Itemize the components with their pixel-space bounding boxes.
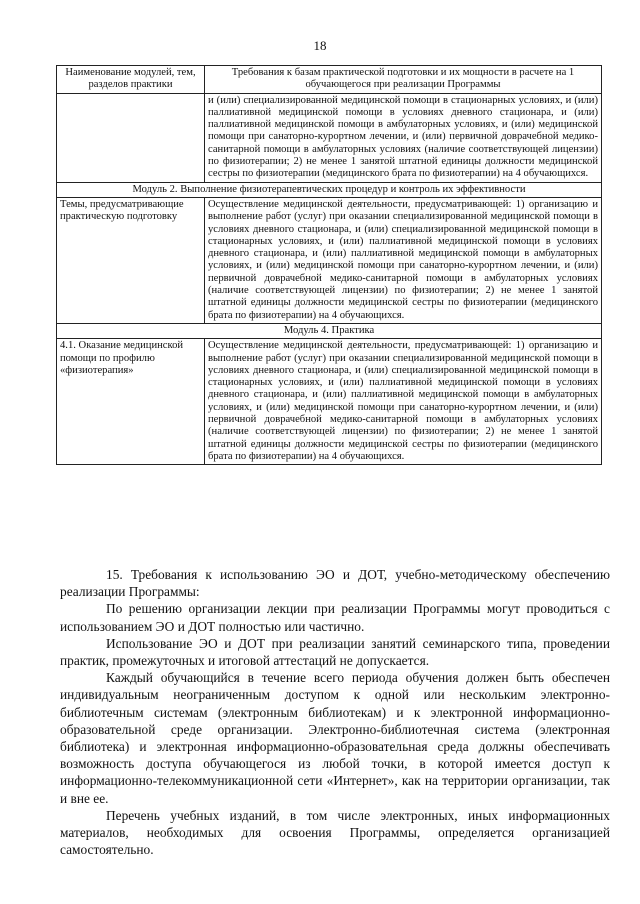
module4-row (57, 323, 602, 338)
module4-title: Модуль 4. Практика (57, 323, 602, 338)
table-header-row (57, 66, 602, 94)
requirements-table (56, 65, 602, 465)
header-col-modules: Наименование модулей, тем, разделов практики (57, 66, 205, 94)
module2-row (57, 182, 602, 197)
row1-col1 (57, 93, 205, 182)
paragraph-restrictions: Использование ЭО и ДОТ при реализации занятий семинарского типа, проведении практик, промежуточных и итоговой аттестаций не допускается. (60, 635, 610, 669)
row2-col2: Осуществление медицинской деятельности, предусматривающей: 1) организацию и выполнение работ (услуг) при оказании специализированной медицинской помощи в условиях дневного стационара, и (или) специализированной медицинской помощи в стационарных условиях, и (или) паллиативной медицинской помощи в условиях дневного стационара, и (или) паллиативной медицинской помощи в амбулаторных условиях, и (или) медицинской помощи при санаторно-курортном лечении, и (или) первичной доврачебной медико-санитарной помощи в амбулаторных условиях (наличие соответствующей лицензии) по физиотерапии; 2) не менее 1 занятой штатной единицы должности медицинской сестры по физиотерапии (медицинского брата по физиотерапии) на 4 обучающихся. (205, 197, 602, 323)
table-row (57, 93, 602, 182)
paragraph-15: 15. Требования к использованию ЭО и ДОТ, учебно-методическому обеспечению реализации Программы: (60, 567, 610, 600)
body-text (60, 566, 610, 858)
row2-col1: Темы, предусматривающие практическую подготовку (57, 197, 205, 323)
row1-col2: и (или) специализированной медицинской помощи в стационарных условиях, и (или) паллиативной медицинской помощи в условиях дневного стационара, и (или) паллиативной медицинской помощи в амбулаторных условиях, и (или) медицинской помощи при санаторно-курортном лечении, и (или) первичной доврачебной медико-санитарной помощи в амбулаторных условиях (наличие соответствующей лицензии) по физиотерапии; 2) не менее 1 занятой штатной единицы должности медицинской сестры по физиотерапии (медицинского брата по физиотерапии) на 4 обучающихся. (205, 93, 602, 182)
row3-col2: Осуществление медицинской деятельности, предусматривающей: 1) организацию и выполнение работ (услуг) при оказании специализированной медицинской помощи в условиях дневного стационара, и (или) специализированной медицинской помощи в стационарных условиях, и (или) паллиативной медицинской помощи в условиях дневного стационара, и (или) паллиативной медицинской помощи в амбулаторных условиях, и (или) медицинской помощи при санаторно-курортном лечении, и (или) первичной доврачебной медико-санитарной помощи в амбулаторных условиях (наличие соответствующей лицензии) по физиотерапии; 2) не менее 1 занятой штатной единицы должности медицинской сестры по физиотерапии (медицинского брата по физиотерапии) на 4 обучающихся. (205, 339, 602, 465)
paragraph-materials: Перечень учебных изданий, в том числе электронных, иных информационных материалов, необходимых для освоения Программы, определяется организацией самостоятельно. (60, 807, 610, 858)
module2-title: Модуль 2. Выполнение физиотерапевтических процедур и контроль их эффективности (57, 182, 602, 197)
table-row (57, 339, 602, 465)
paragraph-access: Каждый обучающийся в течение всего периода обучения должен быть обеспечен индивидуальным неограниченным доступом к одной или нескольким электронно-библиотечным системам (электронным библиотекам) и к электронной информационно-образовательной среде организации. Электронно-библиотечная система (электронная библиотека) и электронная информационно-образовательная среда должны обеспечивать возможность доступа обучающегося из любой точки, в которой имеется доступ к информационно-телекоммуникационной сети «Интернет», как на территории организации, так и вне ее. (60, 670, 610, 806)
page-number: 18 (313, 38, 327, 53)
header-col-requirements: Требования к базам практической подготовки и их мощности в расчете на 1 обучающегося при реализации Программы (205, 66, 602, 94)
paragraph-lectures: По решению организации лекции при реализации Программы могут проводиться с использованием ЭО и ДОТ полностью или частично. (60, 601, 610, 634)
row3-col1: 4.1. Оказание медицинской помощи по профилю «физиотерапия» (57, 339, 205, 465)
table-row (57, 197, 602, 323)
